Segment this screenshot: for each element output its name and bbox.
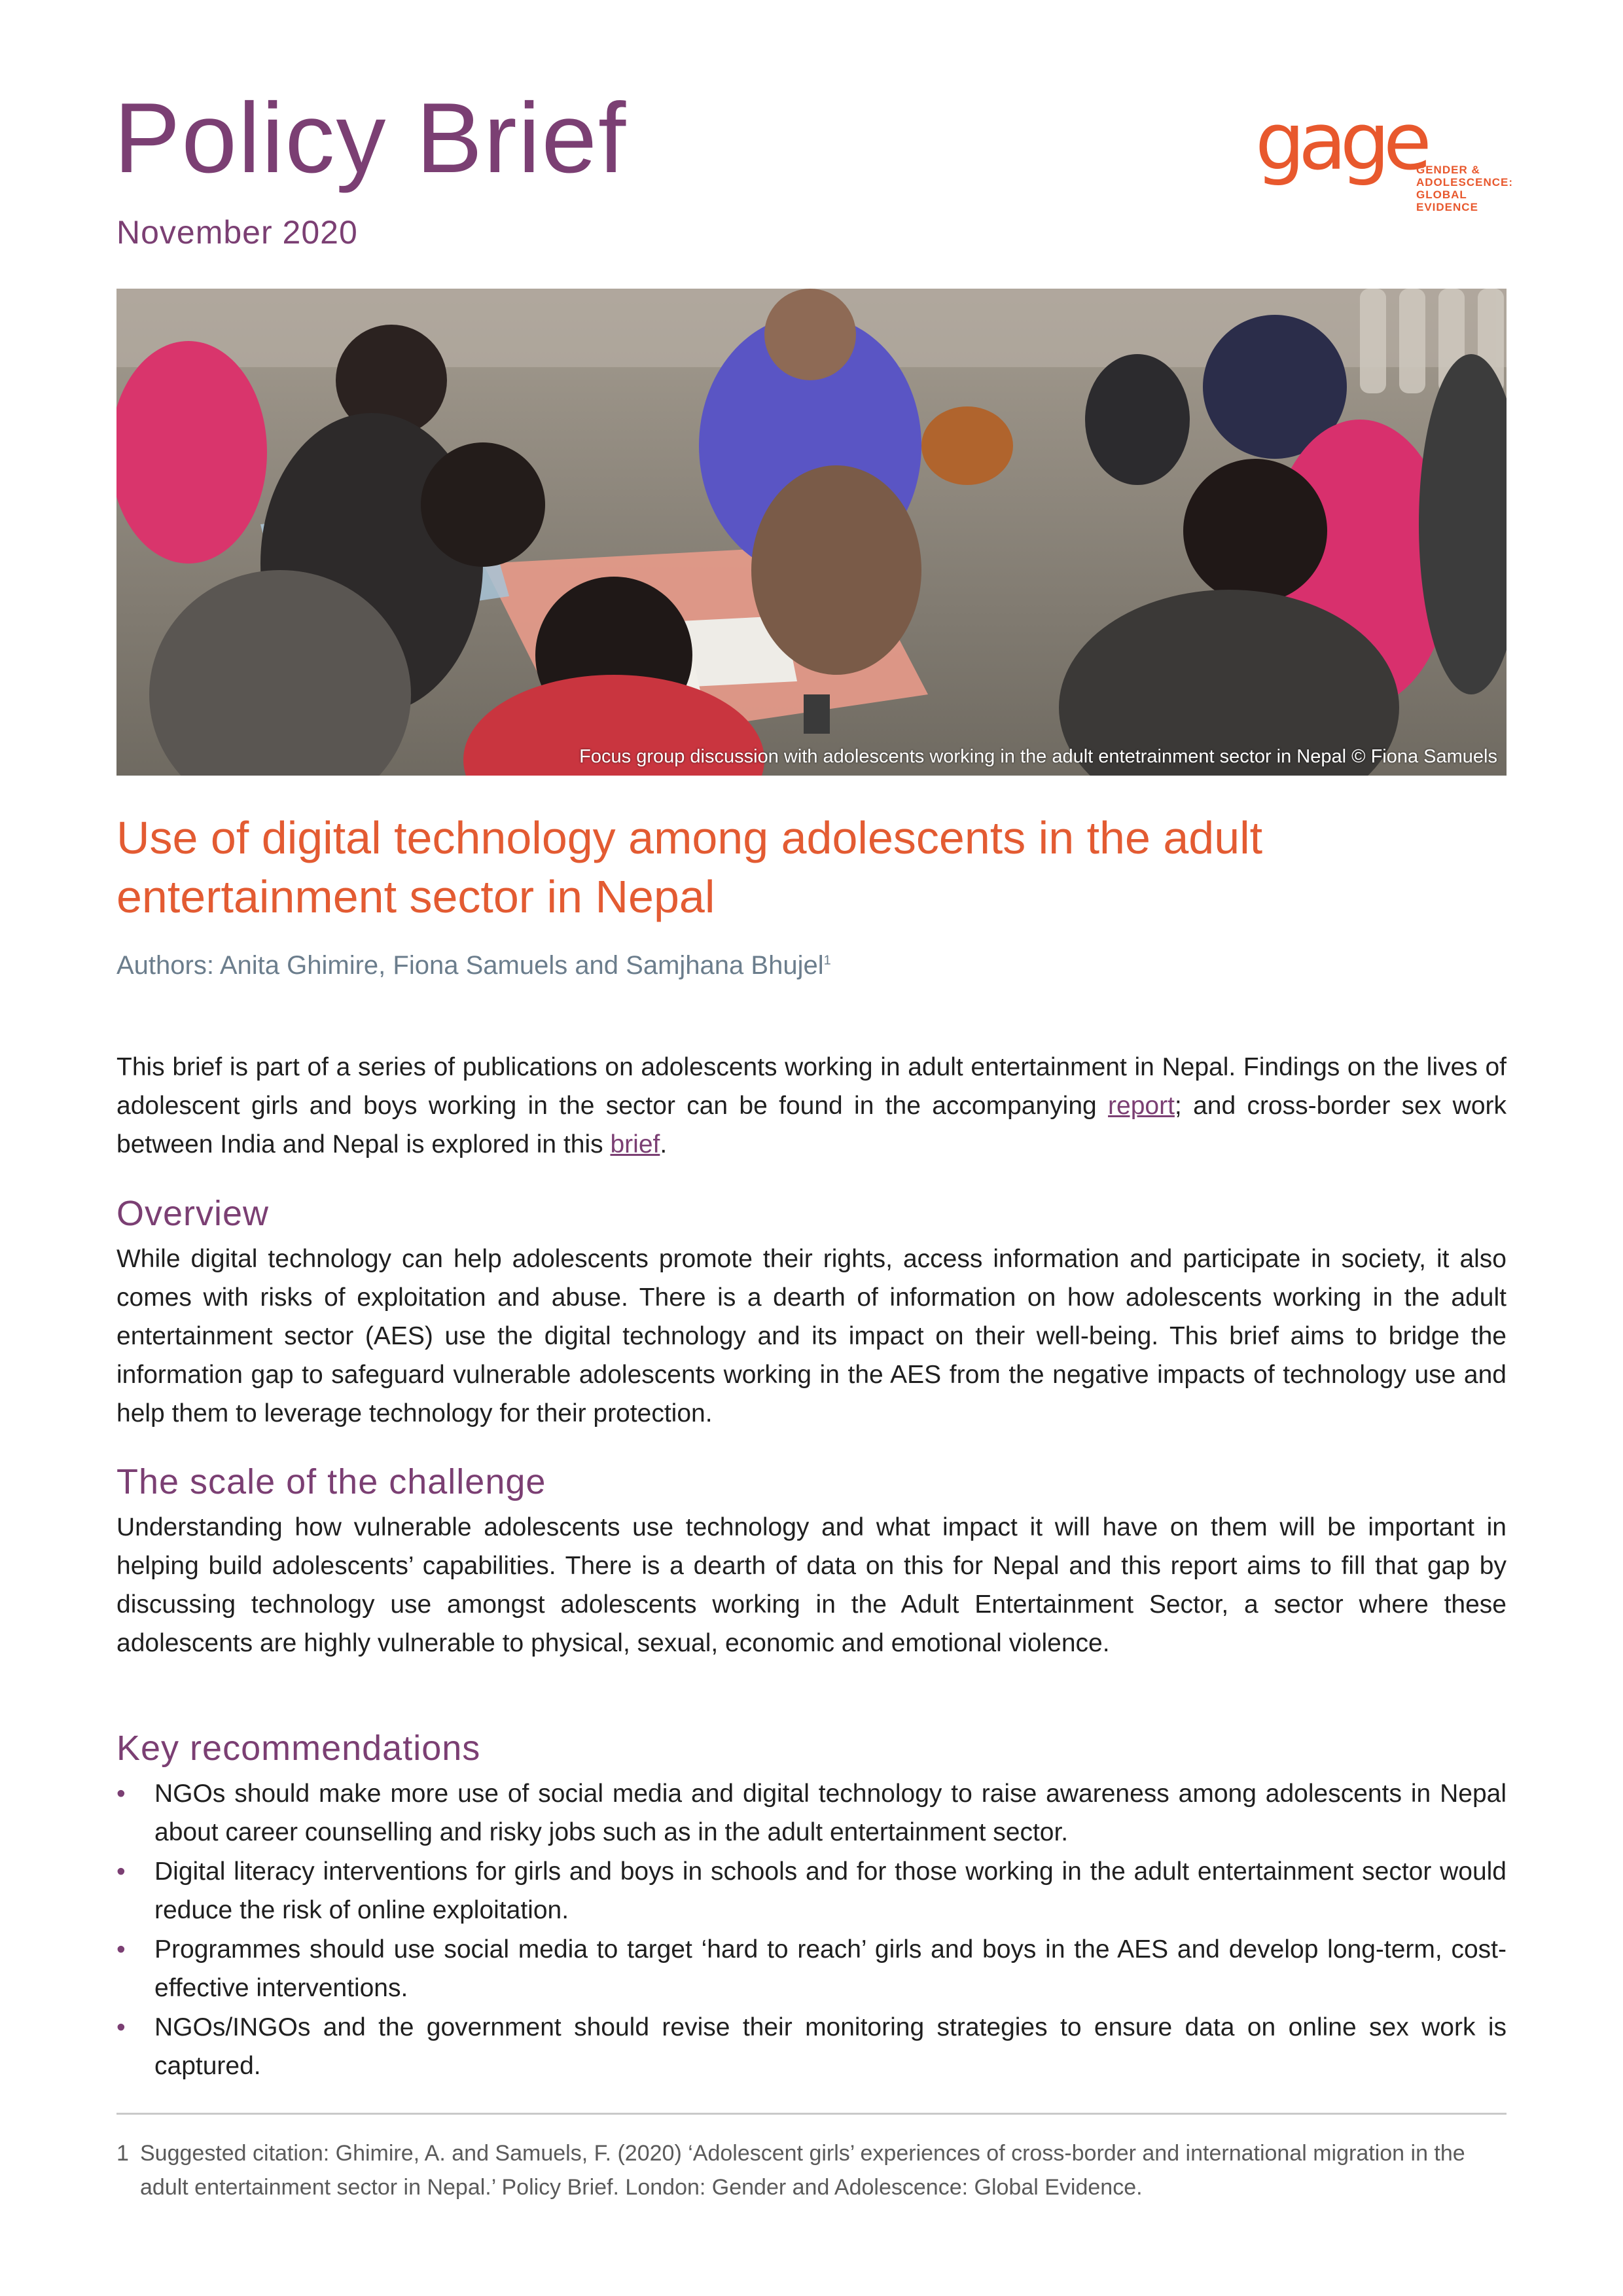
recommendation-text: NGOs should make more use of social media and digital technology to raise awareness among adolescents in Nepal about career counselling and risky jobs such as in the adult entertainment sector. [154,1780,1507,1846]
brief-headline: Use of digital technology among adolescents in the adult entertainment sector in Nepal [116,812,1263,922]
footnote-number: 1 [116,2141,129,2166]
intro-text: ; and cross-border sex work between India and Nepal is explored in this [116,1092,1507,1158]
page-title: Policy Brief [114,82,628,194]
intro-text: . [660,1130,668,1158]
bullet-icon: • [116,1857,126,1886]
logo-tagline-line: ADOLESCENCE: [1416,176,1514,188]
publication-date: November 2020 [116,214,358,251]
list-item [116,1930,1507,2007]
logo-tagline-line: EVIDENCE [1416,201,1478,213]
photo-illustration [116,289,1507,776]
recommendations-list [116,1774,1507,2086]
footnote-reference[interactable]: 1 [823,953,831,968]
footnote-divider [116,2113,1507,2115]
intro-text: This brief is part of a series of publications on adolescents working in adult entertainment in Nepal. Findings on the lives of adolescent girls and boys working in the sector can be found in the accompanying [116,1053,1507,1120]
gage-logo [1255,97,1517,221]
footnote-text: Suggested citation: Ghimire, A. and Samuels, F. (2020) ‘Adolescent girls’ experiences of cross-border and international migration in the adult entertainment sector in Nepal.’ Policy Brief. London: Gender and Adolescence: Global Evidence. [140,2141,1465,2200]
overview-paragraph: While digital technology can help adolescents promote their rights, access information and participate in society, it also comes with risks of exploitation and abuse. There is a dearth of information on how adolescents working in the adult entertainment sector (AES) use the digital technology and its impact on their well-being. This brief aims to bridge the information gap to safeguard vulnerable adolescents working in the AES from the negative impacts of technology use and help them to leverage technology for their protection. [116,1245,1507,1427]
list-item [116,2008,1507,2085]
authors-text: Authors: Anita Ghimire, Fiona Samuels and Samjhana Bhujel [116,951,824,980]
overview-heading: Overview [116,1194,270,1233]
recommendation-text: NGOs/INGOs and the government should revise their monitoring strategies to ensure data on online sex work is captured. [154,2013,1507,2080]
scale-heading: The scale of the challenge [116,1462,546,1501]
logo-wordmark: gage [1255,97,1425,188]
list-item [116,1774,1507,1852]
brief-link[interactable]: brief [610,1130,660,1158]
bullet-icon: • [116,1780,126,1808]
cover-photo [116,289,1507,776]
logo-tagline-line: GLOBAL [1416,188,1467,201]
authors-line [116,951,831,980]
logo-tagline [1416,164,1513,213]
report-link[interactable]: report [1108,1092,1175,1120]
scale-paragraph: Understanding how vulnerable adolescents use technology and what impact it will have on them will be important in helping build adolescents’ capabilities. There is a dearth of data on this for Nepal and this report aims to fill that gap by discussing technology use amongst adolescents working in the Adult Entertainment Sector, a sector where these adolescents are highly vulnerable to physical, sexual, economic and emotional violence. [116,1513,1507,1657]
bullet-icon: • [116,2013,126,2041]
recommendation-text: Digital literacy interventions for girls and boys in schools and for those working in the adult entertainment sector would reduce the risk of online exploitation. [154,1857,1507,1924]
logo-tagline-line: GENDER & [1416,164,1480,176]
footnote [116,2136,1507,2204]
list-item [116,1852,1507,1929]
recommendations-heading: Key recommendations [116,1729,481,1768]
intro-paragraph [116,1048,1507,1164]
photo-caption: Focus group discussion with adolescents working in the adult entetrainment sector in Nepal © Fiona Samuels [579,746,1497,767]
bullet-icon: • [116,1935,126,1964]
recommendation-text: Programmes should use social media to target ‘hard to reach’ girls and boys in the AES and develop long-term, cost-effective interventions. [154,1935,1507,2002]
